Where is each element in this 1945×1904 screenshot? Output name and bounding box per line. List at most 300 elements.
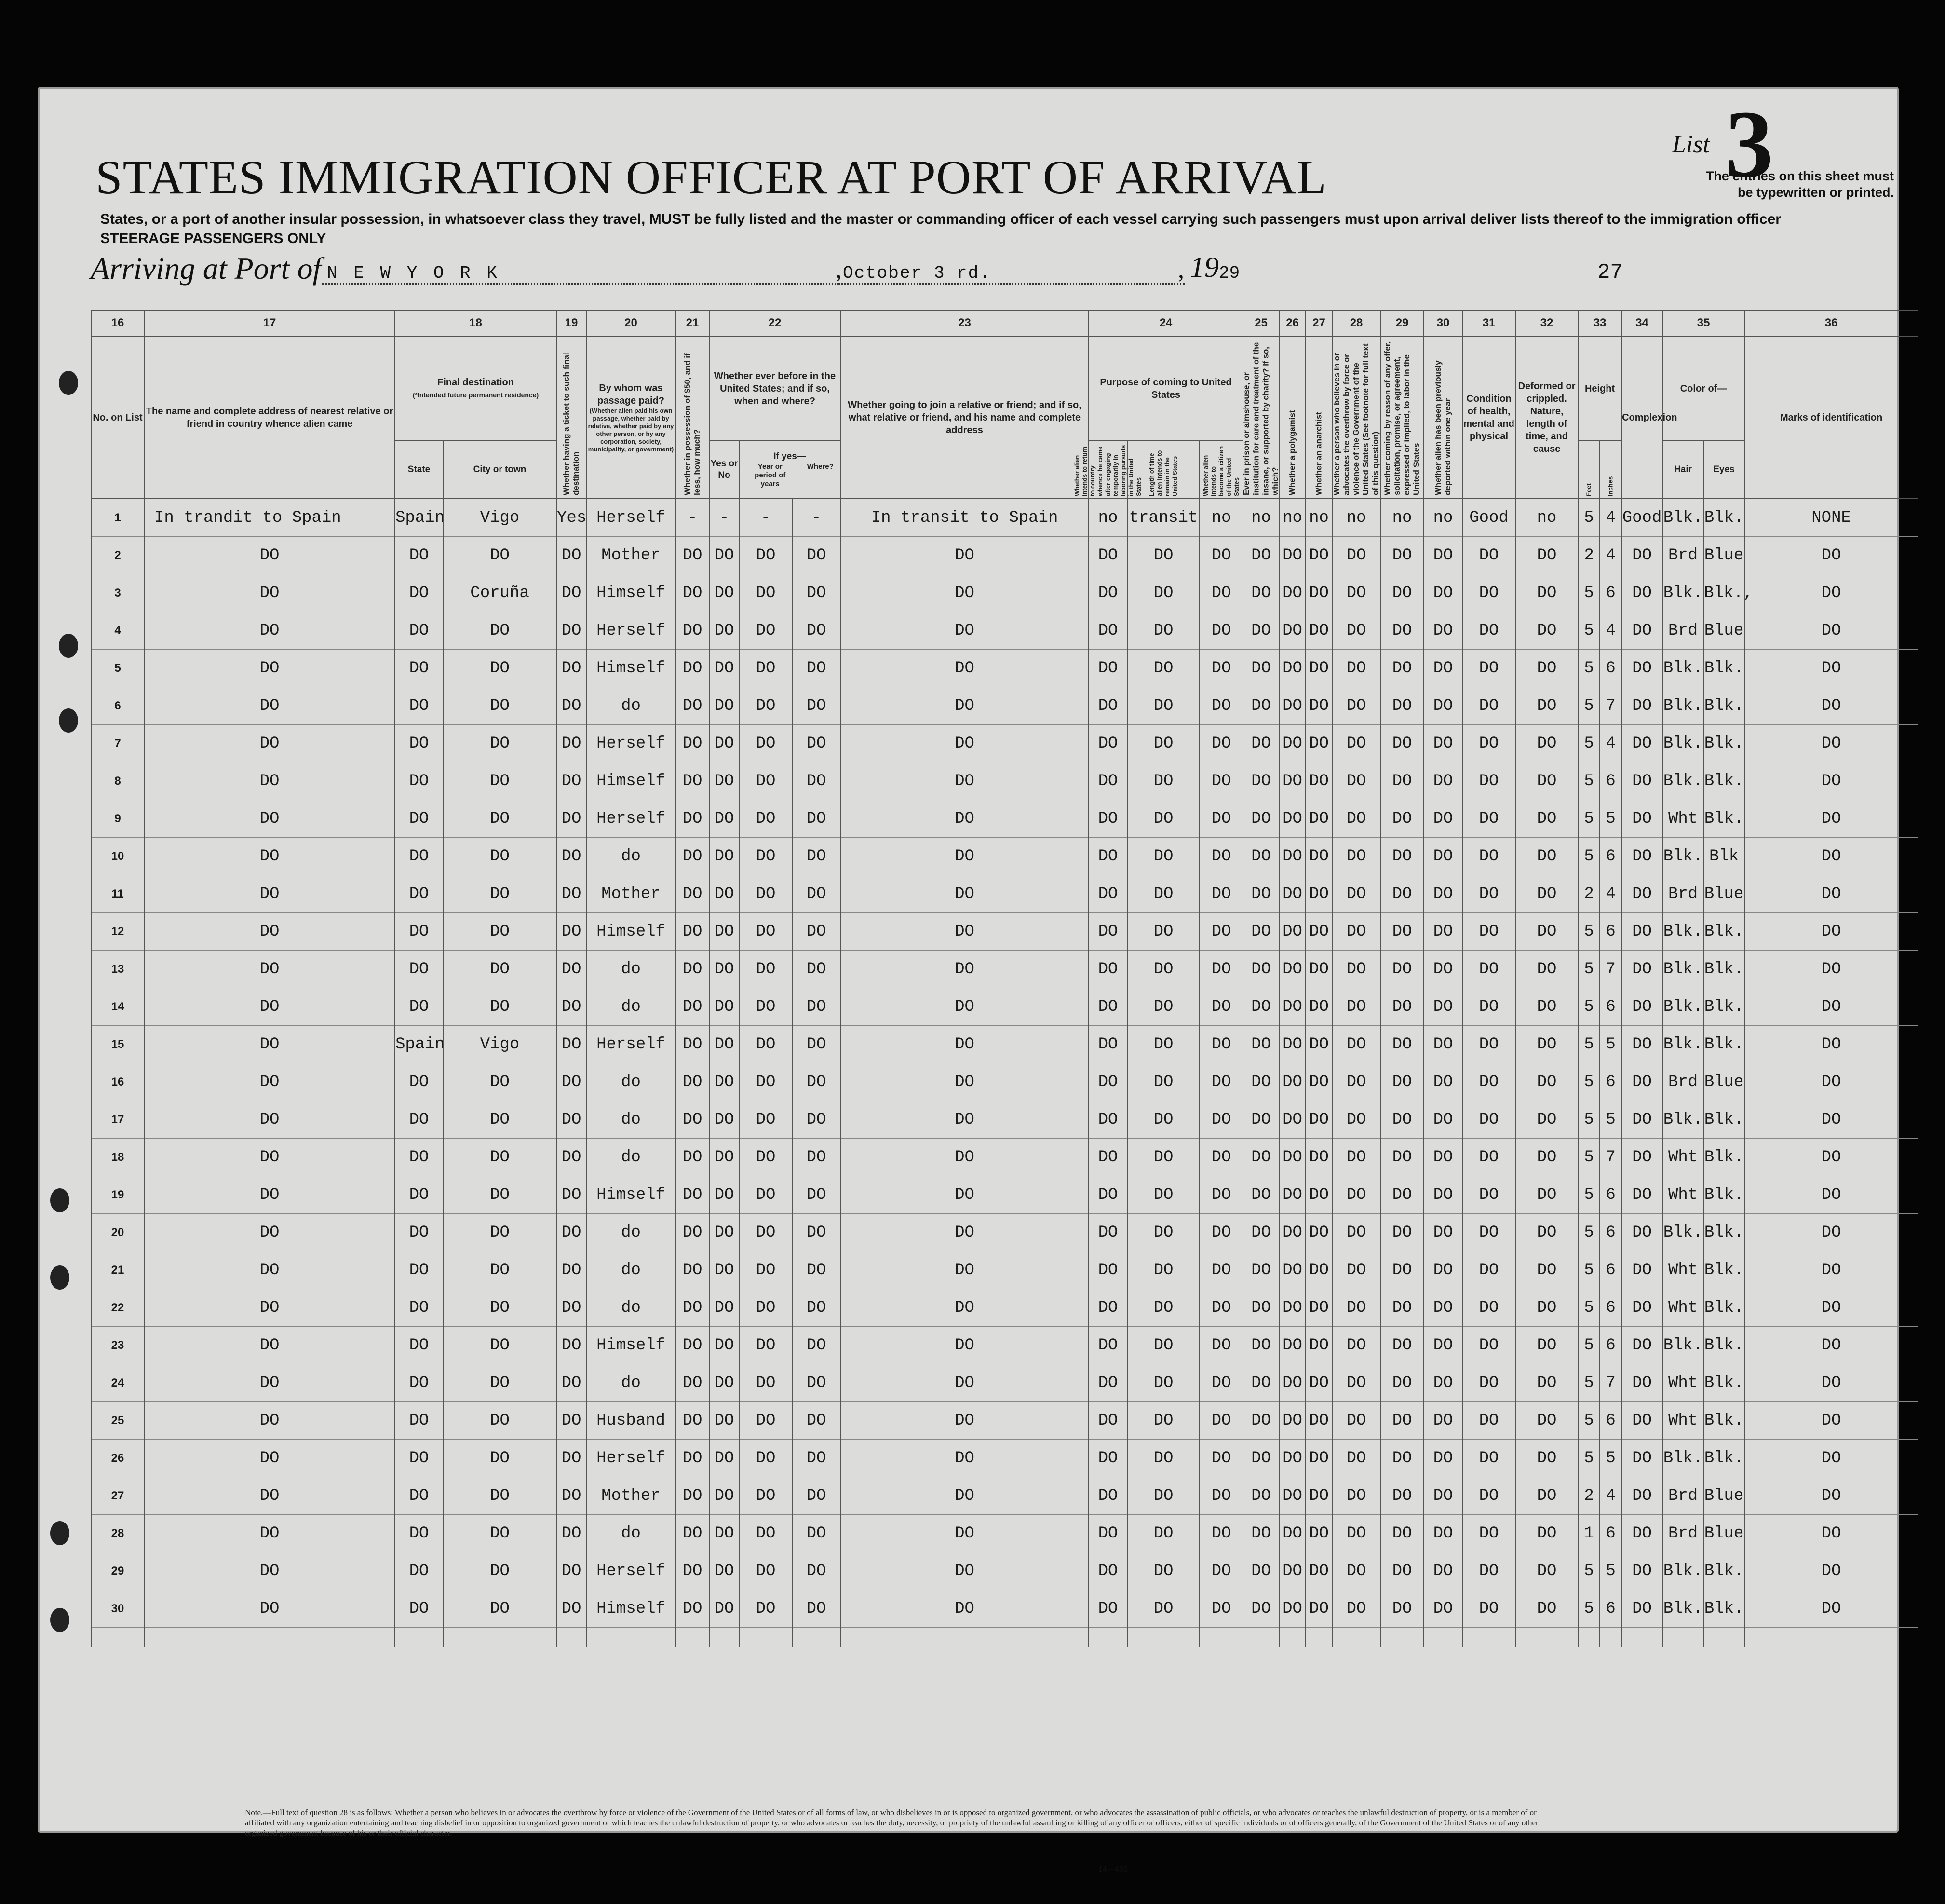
instructions-line-2: STEERAGE PASSENGERS ONLY	[100, 231, 326, 246]
cell-city: DO	[443, 1440, 556, 1477]
cell-p3: DO	[1200, 1477, 1243, 1515]
cell-joining: DO	[840, 687, 1089, 725]
cell-eyes: Blk.	[1703, 1289, 1744, 1327]
cell-paid: do	[586, 838, 675, 875]
cell-p3: DO	[1200, 951, 1243, 988]
cell-joining: DO	[840, 1364, 1089, 1402]
cell-deformed: DO	[1515, 913, 1578, 951]
cell-q30: DO	[1424, 537, 1462, 574]
cell-ticket: DO	[556, 1590, 586, 1628]
cell-money: DO	[675, 875, 709, 913]
cell-city: DO	[443, 875, 556, 913]
cell-before: DO	[709, 988, 739, 1026]
table-row	[91, 687, 1918, 725]
cell-no: 26	[91, 1440, 144, 1477]
binder-hole	[57, 632, 80, 660]
cell-ticket: DO	[556, 1214, 586, 1251]
cell-p2: DO	[1127, 1289, 1200, 1327]
cell-ticket: DO	[556, 612, 586, 650]
cell-relative: DO	[144, 612, 395, 650]
cell-complexion: DO	[1621, 612, 1662, 650]
cell-year: DO	[739, 725, 792, 762]
cell-prison: DO	[1243, 988, 1279, 1026]
table-row	[91, 499, 1918, 537]
cell-q29: DO	[1380, 1327, 1424, 1364]
cell-feet: 5	[1578, 1364, 1600, 1402]
cell-deformed: DO	[1515, 1176, 1578, 1214]
cell-inches: 6	[1600, 1063, 1621, 1101]
cell-hair: Blk.	[1662, 988, 1703, 1026]
cell-ticket: Yes	[556, 499, 586, 537]
cell-prison: DO	[1243, 1176, 1279, 1214]
cell-q28: DO	[1332, 762, 1380, 800]
where-label: Where?	[807, 462, 834, 471]
cell-marks: DO	[1744, 1289, 1918, 1327]
cell-q29: DO	[1380, 1590, 1424, 1628]
cell-q28: DO	[1332, 1515, 1380, 1552]
cell-state: DO	[395, 1402, 443, 1440]
cell-q28: DO	[1332, 687, 1380, 725]
spacer-cell	[1279, 1628, 1306, 1647]
cell-money: DO	[675, 650, 709, 687]
cell-p1: DO	[1089, 1176, 1127, 1214]
cell-feet: 5	[1578, 800, 1600, 838]
cell-q28: DO	[1332, 875, 1380, 913]
cell-state: Spain	[395, 499, 443, 537]
cell-q30: DO	[1424, 1552, 1462, 1590]
cell-paid: Mother	[586, 1477, 675, 1515]
cell-year: DO	[739, 800, 792, 838]
cell-anar: DO	[1306, 725, 1332, 762]
cell-hair: Blk.	[1662, 725, 1703, 762]
cell-q29: DO	[1380, 762, 1424, 800]
cell-poly: DO	[1279, 838, 1306, 875]
spacer-cell	[1380, 1628, 1424, 1647]
cell-q28: DO	[1332, 988, 1380, 1026]
cell-no: 21	[91, 1251, 144, 1289]
col-num-16: 16	[91, 310, 144, 336]
header-yes-no: Yes or No	[709, 441, 739, 499]
cell-where: DO	[792, 1139, 840, 1176]
cell-health: DO	[1462, 1026, 1515, 1063]
cell-anar: DO	[1306, 1026, 1332, 1063]
cell-no: 3	[91, 574, 144, 612]
cell-prison: DO	[1243, 1026, 1279, 1063]
table-row	[91, 838, 1918, 875]
table-row	[91, 725, 1918, 762]
header-no-on-list: No. on List	[91, 336, 144, 499]
cell-hair: Blk.	[1662, 1214, 1703, 1251]
column-header-row	[91, 336, 1918, 441]
cell-money: DO	[675, 1289, 709, 1327]
cell-poly: DO	[1279, 1101, 1306, 1139]
cell-p2: DO	[1127, 1139, 1200, 1176]
cell-deformed: DO	[1515, 650, 1578, 687]
cell-paid: do	[586, 1101, 675, 1139]
cell-p1: DO	[1089, 800, 1127, 838]
cell-q29: DO	[1380, 800, 1424, 838]
header-eyes: Eyes	[1703, 441, 1744, 499]
spacer-cell	[1600, 1628, 1621, 1647]
cell-feet: 5	[1578, 1327, 1600, 1364]
cell-joining: DO	[840, 1176, 1089, 1214]
cell-p3: DO	[1200, 1327, 1243, 1364]
cell-p3: DO	[1200, 1515, 1243, 1552]
cell-ticket: DO	[556, 537, 586, 574]
final-destination-note: (*Intended future permanent residence)	[412, 391, 539, 399]
cell-marks: DO	[1744, 913, 1918, 951]
cell-q29: DO	[1380, 725, 1424, 762]
cell-feet: 5	[1578, 988, 1600, 1026]
cell-eyes: Blue	[1703, 875, 1744, 913]
cell-p3: DO	[1200, 725, 1243, 762]
header-health: Condition of health, mental and physical	[1462, 336, 1515, 499]
cell-q28: DO	[1332, 800, 1380, 838]
cell-inches: 5	[1600, 1552, 1621, 1590]
cell-health: DO	[1462, 1402, 1515, 1440]
cell-feet: 5	[1578, 762, 1600, 800]
cell-state: DO	[395, 875, 443, 913]
cell-p3: DO	[1200, 612, 1243, 650]
cell-year: DO	[739, 1440, 792, 1477]
cell-health: DO	[1462, 725, 1515, 762]
cell-hair: Blk.	[1662, 1552, 1703, 1590]
cell-joining: DO	[840, 537, 1089, 574]
spacer-cell	[395, 1628, 443, 1647]
cell-city: DO	[443, 1289, 556, 1327]
cell-q30: DO	[1424, 1063, 1462, 1101]
cell-paid: do	[586, 687, 675, 725]
cell-joining: DO	[840, 1590, 1089, 1628]
cell-money: DO	[675, 537, 709, 574]
cell-ticket: DO	[556, 1026, 586, 1063]
cell-complexion: DO	[1621, 1026, 1662, 1063]
comma-1: ,	[836, 256, 842, 284]
cell-q29: DO	[1380, 913, 1424, 951]
cell-p1: DO	[1089, 1515, 1127, 1552]
cell-relative: DO	[144, 1590, 395, 1628]
table-row	[91, 650, 1918, 687]
cell-health: DO	[1462, 1552, 1515, 1590]
cell-anar: no	[1306, 499, 1332, 537]
cell-health: DO	[1462, 1251, 1515, 1289]
cell-marks: DO	[1744, 1214, 1918, 1251]
cell-feet: 5	[1578, 1176, 1600, 1214]
cell-inches: 6	[1600, 838, 1621, 875]
cell-relative: DO	[144, 1176, 395, 1214]
cell-state: DO	[395, 612, 443, 650]
cell-city: DO	[443, 1214, 556, 1251]
cell-q29: DO	[1380, 1176, 1424, 1214]
cell-poly: DO	[1279, 725, 1306, 762]
cell-feet: 5	[1578, 1063, 1600, 1101]
cell-health: DO	[1462, 800, 1515, 838]
paid-by-label: By whom was passage paid?	[597, 382, 664, 406]
cell-ticket: DO	[556, 1176, 586, 1214]
cell-year: -	[739, 499, 792, 537]
cell-year: DO	[739, 1590, 792, 1628]
cell-hair: Wht	[1662, 800, 1703, 838]
cell-eyes: Blue	[1703, 1515, 1744, 1552]
table-row	[91, 1026, 1918, 1063]
header-purpose-a: Whether alien intends to return to country whence he came after engaging temporarily in laboring pursuits in the United States	[1089, 441, 1127, 499]
cell-no: 19	[91, 1176, 144, 1214]
cell-anar: DO	[1306, 1251, 1332, 1289]
cell-no: 11	[91, 875, 144, 913]
cell-prison: DO	[1243, 1101, 1279, 1139]
cell-q28: DO	[1332, 612, 1380, 650]
cell-q29: DO	[1380, 537, 1424, 574]
header-before-us: Whether ever before in the United States; and if so, when and where?	[709, 336, 840, 441]
cell-complexion: DO	[1621, 1139, 1662, 1176]
cell-eyes: Blk.	[1703, 1251, 1744, 1289]
col-num-18: 18	[395, 310, 556, 336]
cell-marks: DO	[1744, 1364, 1918, 1402]
cell-anar: DO	[1306, 1440, 1332, 1477]
cell-inches: 7	[1600, 1139, 1621, 1176]
cell-inches: 6	[1600, 1251, 1621, 1289]
cell-prison: DO	[1243, 762, 1279, 800]
cell-money: DO	[675, 1251, 709, 1289]
cell-p2: DO	[1127, 1402, 1200, 1440]
header-purpose: Purpose of coming to United States	[1089, 336, 1243, 441]
cell-prison: DO	[1243, 1515, 1279, 1552]
cell-q28: DO	[1332, 1289, 1380, 1327]
cell-marks: DO	[1744, 762, 1918, 800]
cell-no: 12	[91, 913, 144, 951]
cell-q30: DO	[1424, 1251, 1462, 1289]
cell-joining: DO	[840, 1515, 1089, 1552]
cell-q28: DO	[1332, 650, 1380, 687]
column-number-row	[91, 310, 1918, 336]
cell-anar: DO	[1306, 762, 1332, 800]
cell-prison: DO	[1243, 1139, 1279, 1176]
cell-complexion: DO	[1621, 1101, 1662, 1139]
cell-health: DO	[1462, 1214, 1515, 1251]
col-num-23: 23	[840, 310, 1089, 336]
cell-ticket: DO	[556, 1515, 586, 1552]
cell-p2: DO	[1127, 1176, 1200, 1214]
cell-ticket: DO	[556, 838, 586, 875]
cell-year: DO	[739, 1176, 792, 1214]
spacer-cell	[1089, 1628, 1127, 1647]
manifest-table	[91, 310, 1918, 1647]
cell-q29: DO	[1380, 1139, 1424, 1176]
cell-paid: do	[586, 1251, 675, 1289]
cell-p1: DO	[1089, 1101, 1127, 1139]
cell-feet: 5	[1578, 951, 1600, 988]
cell-deformed: DO	[1515, 1515, 1578, 1552]
cell-poly: DO	[1279, 1402, 1306, 1440]
cell-feet: 5	[1578, 687, 1600, 725]
cell-city: DO	[443, 1515, 556, 1552]
cell-year: DO	[739, 650, 792, 687]
cell-health: DO	[1462, 762, 1515, 800]
cell-deformed: DO	[1515, 1251, 1578, 1289]
cell-city: DO	[443, 725, 556, 762]
cell-paid: Himself	[586, 574, 675, 612]
cell-joining: In transit to Spain	[840, 499, 1089, 537]
cell-prison: DO	[1243, 1327, 1279, 1364]
cell-p1: DO	[1089, 1327, 1127, 1364]
cell-poly: DO	[1279, 1214, 1306, 1251]
cell-poly: DO	[1279, 1289, 1306, 1327]
header-deformed: Deformed or crippled. Nature, length of time, and cause	[1515, 336, 1578, 499]
cell-anar: DO	[1306, 537, 1332, 574]
cell-hair: Blk.	[1662, 687, 1703, 725]
cell-feet: 5	[1578, 1251, 1600, 1289]
cell-p2: transit	[1127, 499, 1200, 537]
cell-before: DO	[709, 1590, 739, 1628]
cell-poly: DO	[1279, 574, 1306, 612]
cell-city: DO	[443, 1364, 556, 1402]
cell-joining: DO	[840, 1214, 1089, 1251]
cell-p2: DO	[1127, 537, 1200, 574]
cell-q30: DO	[1424, 1026, 1462, 1063]
cell-poly: DO	[1279, 913, 1306, 951]
cell-paid: Herself	[586, 800, 675, 838]
cell-joining: DO	[840, 951, 1089, 988]
cell-relative: DO	[144, 1101, 395, 1139]
col-num-31: 31	[1462, 310, 1515, 336]
cell-hair: Blk.	[1662, 1327, 1703, 1364]
cell-year: DO	[739, 1139, 792, 1176]
cell-money: DO	[675, 1327, 709, 1364]
cell-ticket: DO	[556, 1139, 586, 1176]
cell-inches: 5	[1600, 800, 1621, 838]
cell-q28: DO	[1332, 1214, 1380, 1251]
cell-money: DO	[675, 1590, 709, 1628]
cell-eyes: Blk.	[1703, 988, 1744, 1026]
cell-anar: DO	[1306, 988, 1332, 1026]
manifest-header	[38, 87, 1899, 313]
header-inches: Inches	[1600, 441, 1621, 499]
cell-complexion: DO	[1621, 725, 1662, 762]
comma-2: ,	[1178, 256, 1184, 284]
cell-paid: Himself	[586, 1327, 675, 1364]
header-marks: Marks of identification	[1744, 336, 1918, 499]
cell-state: DO	[395, 762, 443, 800]
cell-q30: DO	[1424, 762, 1462, 800]
cell-poly: DO	[1279, 1139, 1306, 1176]
cell-q30: DO	[1424, 1327, 1462, 1364]
cell-q29: DO	[1380, 650, 1424, 687]
cell-before: DO	[709, 1515, 739, 1552]
cell-eyes: Blk.	[1703, 762, 1744, 800]
cell-where: DO	[792, 800, 840, 838]
cell-year: DO	[739, 1026, 792, 1063]
cell-eyes: Blk	[1703, 838, 1744, 875]
cell-ticket: DO	[556, 1289, 586, 1327]
spacer-cell	[1515, 1628, 1578, 1647]
cell-joining: DO	[840, 875, 1089, 913]
list-label: List	[1672, 131, 1710, 158]
header-deported: Whether alien has been previously deported within one year	[1424, 336, 1462, 499]
cell-deformed: DO	[1515, 1289, 1578, 1327]
cell-relative: DO	[144, 1515, 395, 1552]
cell-feet: 5	[1578, 1552, 1600, 1590]
header-ticket: Whether having a ticket to such final destination	[556, 336, 586, 499]
cell-money: DO	[675, 951, 709, 988]
cell-no: 4	[91, 612, 144, 650]
table-row	[91, 1590, 1918, 1628]
cell-q29: DO	[1380, 838, 1424, 875]
cell-inches: 6	[1600, 1176, 1621, 1214]
cell-relative: DO	[144, 800, 395, 838]
header-city: City or town	[443, 441, 556, 499]
cell-q28: DO	[1332, 1477, 1380, 1515]
cell-p2: DO	[1127, 1251, 1200, 1289]
cell-no: 22	[91, 1289, 144, 1327]
header-feet: Feet	[1578, 441, 1600, 499]
cell-year: DO	[739, 1364, 792, 1402]
cell-health: DO	[1462, 650, 1515, 687]
cell-p1: DO	[1089, 1440, 1127, 1477]
cell-no: 8	[91, 762, 144, 800]
cell-complexion: DO	[1621, 951, 1662, 988]
header-complexion: Complexion	[1621, 336, 1662, 499]
cell-q30: DO	[1424, 1214, 1462, 1251]
cell-p1: DO	[1089, 1026, 1127, 1063]
cell-p2: DO	[1127, 1026, 1200, 1063]
cell-anar: DO	[1306, 913, 1332, 951]
spacer-cell	[739, 1628, 792, 1647]
cell-complexion: DO	[1621, 1477, 1662, 1515]
cell-p2: DO	[1127, 951, 1200, 988]
cell-q30: DO	[1424, 838, 1462, 875]
table-row	[91, 1176, 1918, 1214]
cell-prison: DO	[1243, 1251, 1279, 1289]
cell-inches: 7	[1600, 951, 1621, 988]
cell-city: DO	[443, 687, 556, 725]
cell-prison: DO	[1243, 1477, 1279, 1515]
cell-q29: DO	[1380, 1515, 1424, 1552]
cell-q28: DO	[1332, 1063, 1380, 1101]
cell-money: DO	[675, 800, 709, 838]
cell-joining: DO	[840, 762, 1089, 800]
cell-relative: DO	[144, 1327, 395, 1364]
cell-eyes: Blk.	[1703, 1214, 1744, 1251]
cell-prison: DO	[1243, 687, 1279, 725]
cell-health: DO	[1462, 1364, 1515, 1402]
cell-no: 7	[91, 725, 144, 762]
cell-health: DO	[1462, 1440, 1515, 1477]
spacer-cell	[443, 1628, 556, 1647]
cell-q30: DO	[1424, 875, 1462, 913]
cell-joining: DO	[840, 1026, 1089, 1063]
cell-q28: DO	[1332, 913, 1380, 951]
cell-p2: DO	[1127, 1552, 1200, 1590]
cell-p1: DO	[1089, 1139, 1127, 1176]
col-num-33: 33	[1578, 310, 1621, 336]
cell-ticket: DO	[556, 762, 586, 800]
cell-joining: DO	[840, 800, 1089, 838]
cell-paid: do	[586, 1139, 675, 1176]
cell-health: DO	[1462, 1515, 1515, 1552]
col-num-29: 29	[1380, 310, 1424, 336]
cell-inches: 6	[1600, 650, 1621, 687]
cell-deformed: DO	[1515, 687, 1578, 725]
cell-health: DO	[1462, 1139, 1515, 1176]
table-row	[91, 1402, 1918, 1440]
cell-marks: DO	[1744, 574, 1918, 612]
cell-deformed: DO	[1515, 1477, 1578, 1515]
cell-q28: DO	[1332, 951, 1380, 988]
cell-feet: 5	[1578, 499, 1600, 537]
cell-p1: DO	[1089, 1251, 1127, 1289]
cell-no: 13	[91, 951, 144, 988]
cell-q30: DO	[1424, 725, 1462, 762]
